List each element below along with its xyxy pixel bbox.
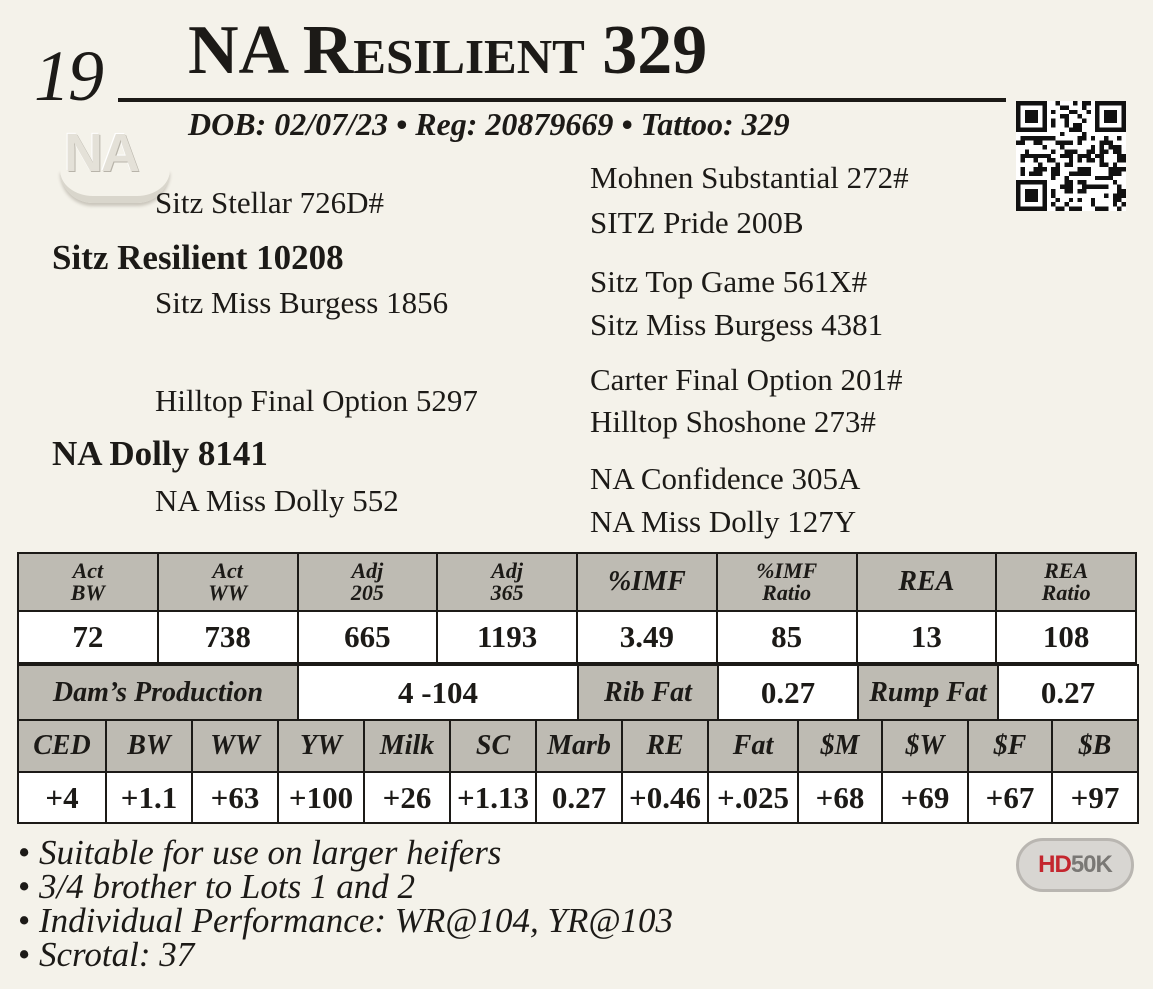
epd-header-fat: Fat	[708, 720, 798, 772]
perf-header-rea-ratio: REA Ratio	[996, 553, 1136, 611]
epd-value-re: +0.46	[622, 772, 708, 823]
pedigree-sire: Sitz Resilient 10208	[52, 238, 344, 277]
rib-fat-label: Rib Fat	[578, 665, 718, 720]
pedigree-far-4: Sitz Miss Burgess 4381	[590, 307, 884, 342]
animal-name-rest: Resilient 329	[302, 12, 708, 89]
pedigree-dam-sire: Hilltop Final Option 5297	[155, 383, 478, 418]
perf-value-adj-365: 1193	[437, 611, 577, 663]
epd-header-b-value: $B	[1052, 720, 1138, 772]
hd50k-badge-50k: 50K	[1070, 851, 1112, 878]
rib-fat-value: 0.27	[718, 665, 858, 720]
pedigree-far-6: Hilltop Shoshone 273#	[590, 404, 876, 439]
epd-value-fat: +.025	[708, 772, 798, 823]
pedigree-far-5: Carter Final Option 201#	[590, 362, 903, 397]
epd-table	[17, 719, 1139, 824]
epd-value-ced: +4	[18, 772, 106, 823]
epd-header-f-value: $F	[968, 720, 1052, 772]
epd-value-sc: +1.13	[450, 772, 536, 823]
epd-value-w-value: +69	[882, 772, 968, 823]
registration-line: DOB: 02/07/23 • Reg: 20879669 • Tattoo: 329	[188, 106, 790, 142]
perf-header-act-ww: Act WW	[158, 553, 298, 611]
animal-name-prefix: NA	[188, 12, 286, 89]
epd-value-bw: +1.1	[106, 772, 192, 823]
epd-header-re: RE	[622, 720, 708, 772]
note-item: • Scrotal: 37	[18, 938, 673, 972]
title-rule	[118, 98, 1006, 102]
pedigree-far-8: NA Miss Dolly 127Y	[590, 504, 857, 539]
notes-list	[18, 833, 674, 974]
pedigree-sire-sire: Sitz Stellar 726D#	[155, 185, 385, 220]
animal-name	[188, 12, 708, 89]
perf-header-imf-ratio: %IMF Ratio	[717, 553, 857, 611]
perf-value-rea: 13	[857, 611, 997, 663]
pedigree-sire-dam: Sitz Miss Burgess 1856	[155, 285, 449, 320]
lot-number: 19	[34, 36, 102, 116]
pedigree-far-1: Mohnen Substantial 272#	[590, 160, 909, 195]
qr-code[interactable]	[1016, 101, 1126, 211]
perf-value-rea-ratio: 108	[996, 611, 1136, 663]
epd-value-ww: +63	[192, 772, 278, 823]
note-item: • Suitable for use on larger heifers	[18, 836, 673, 870]
epd-header-ced: CED	[18, 720, 106, 772]
epd-header-w-value: $W	[882, 720, 968, 772]
rump-fat-value: 0.27	[998, 665, 1138, 720]
dams-production-label: Dam’s Production	[18, 665, 298, 720]
pedigree-dam-dam: NA Miss Dolly 552	[155, 483, 399, 518]
pedigree-far-7: NA Confidence 305A	[590, 461, 861, 496]
epd-value-yw: +100	[278, 772, 364, 823]
perf-value-act-bw: 72	[18, 611, 158, 663]
pedigree-far-2: SITZ Pride 200B	[590, 205, 804, 240]
epd-header-ww: WW	[192, 720, 278, 772]
hd50k-badge-hd: HD	[1038, 851, 1071, 878]
perf-header-imf: %IMF	[577, 553, 717, 611]
epd-header-marb: Marb	[536, 720, 622, 772]
note-item: • Individual Performance: WR@104, YR@103	[18, 904, 673, 938]
pedigree-dam: NA Dolly 8141	[52, 434, 268, 473]
note-item: • 3/4 brother to Lots 1 and 2	[18, 870, 673, 904]
perf-value-imf-ratio: 85	[717, 611, 857, 663]
performance-table	[17, 552, 1137, 664]
epd-value-f-value: +67	[968, 772, 1052, 823]
epd-header-bw: BW	[106, 720, 192, 772]
epd-value-m-value: +68	[798, 772, 882, 823]
epd-value-marb: 0.27	[536, 772, 622, 823]
epd-header-m-value: $M	[798, 720, 882, 772]
na-logo-arc	[60, 170, 170, 203]
epd-header-milk: Milk	[364, 720, 450, 772]
perf-header-rea: REA	[857, 553, 997, 611]
epd-value-milk: +26	[364, 772, 450, 823]
epd-header-yw: YW	[278, 720, 364, 772]
hd50k-badge	[1016, 838, 1134, 892]
perf-value-act-ww: 738	[158, 611, 298, 663]
perf-value-adj-205: 665	[298, 611, 438, 663]
epd-value-b-value: +97	[1052, 772, 1138, 823]
pedigree-far-3: Sitz Top Game 561X#	[590, 264, 868, 299]
perf-header-adj-205: Adj 205	[298, 553, 438, 611]
epd-header-sc: SC	[450, 720, 536, 772]
perf-header-act-bw: Act BW	[18, 553, 158, 611]
dams-production-value: 4 -104	[298, 665, 578, 720]
na-logo-letters: NA	[64, 123, 138, 183]
production-table	[17, 664, 1139, 721]
perf-header-adj-365: Adj 365	[437, 553, 577, 611]
rump-fat-label: Rump Fat	[858, 665, 998, 720]
perf-value-imf: 3.49	[577, 611, 717, 663]
